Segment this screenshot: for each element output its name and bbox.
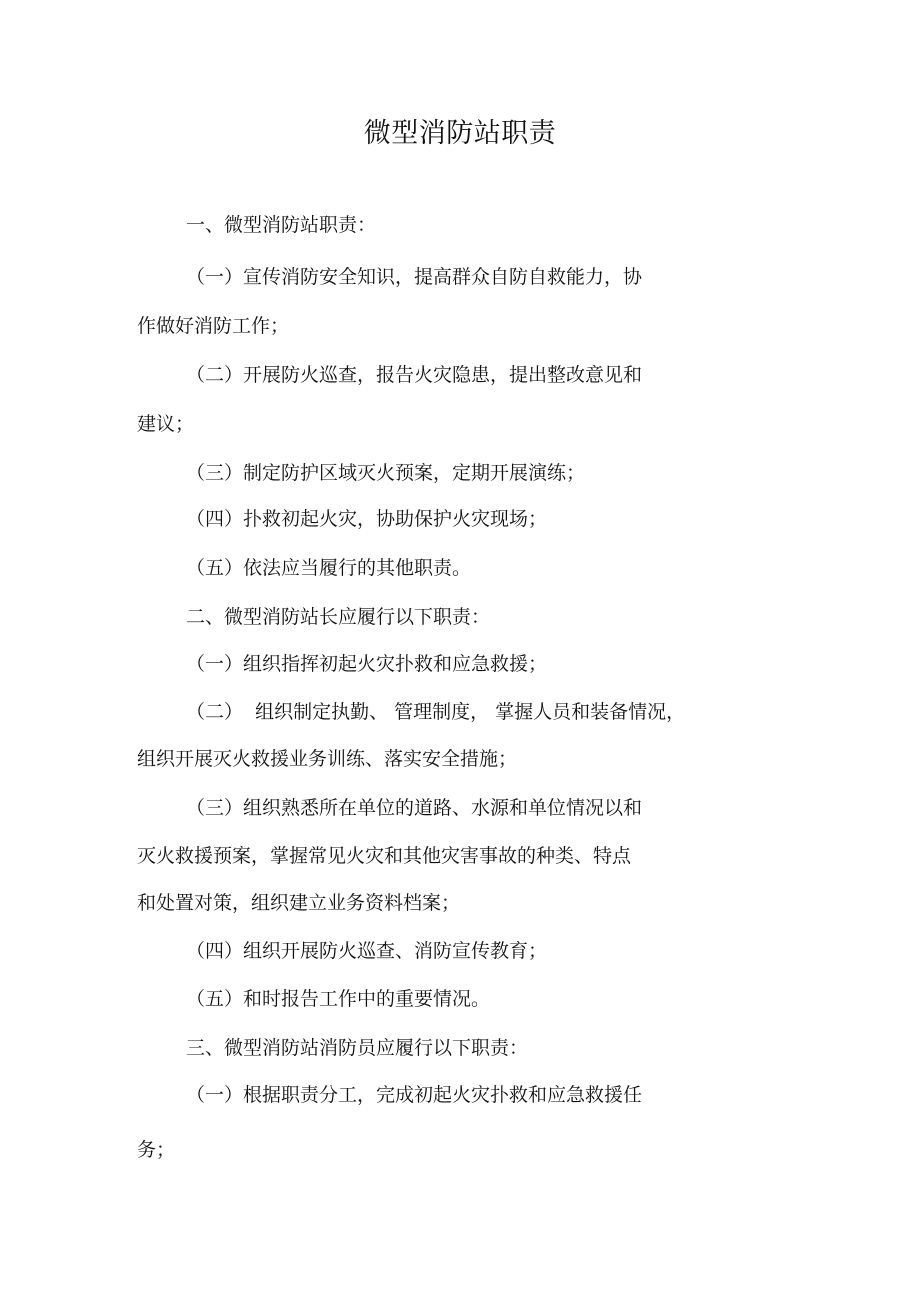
paragraph-line: （五）和时报告工作中的重要情况。: [186, 988, 491, 1010]
paragraph-line: 作做好消防工作；: [137, 315, 290, 337]
paragraph-line: 建议；: [137, 413, 195, 435]
paragraph-line: 组织开展灭火救援业务训练、落实安全措施；: [137, 748, 518, 770]
document-title: 微型消防站职责: [363, 118, 557, 149]
section-heading-2: 二、微型消防站长应履行以下职责：: [186, 606, 491, 628]
paragraph-line: （二）开展防火巡查，报告火灾隐患，提出整改意见和: [186, 364, 643, 386]
paragraph-line: （四）扑救初起火灾，协助保护火灾现场；: [186, 508, 548, 530]
paragraph-line: （一）宣传消防安全知识，提高群众自防自救能力，协: [186, 266, 643, 288]
paragraph-line: 和处置对策，组织建立业务资料档案；: [137, 892, 461, 914]
paragraph-line: 灭火救援预案，掌握常见火灾和其他灾害事故的种类、特点: [137, 845, 632, 867]
section-heading-3: 三、微型消防站消防员应履行以下职责：: [186, 1037, 529, 1059]
paragraph-line: （一）组织指挥初起火灾扑救和应急救援；: [186, 653, 548, 675]
paragraph-line: （三）组织熟悉所在单位的道路、水源和单位情况以和: [186, 797, 643, 819]
paragraph-line: （二） 组织制定执勤、 管理制度， 掌握人员和装备情况，: [186, 701, 686, 723]
paragraph-line: （四）组织开展防火巡查、消防宣传教育；: [186, 940, 548, 962]
paragraph-line: （三）制定防护区域灭火预案，定期开展演练；: [186, 462, 586, 484]
paragraph-line: （一）根据职责分工，完成初起火灾扑救和应急救援任: [186, 1084, 643, 1106]
section-heading-1: 一、微型消防站职责：: [186, 214, 377, 236]
paragraph-line: 务；: [137, 1139, 176, 1161]
paragraph-line: （五）依法应当履行的其他职责。: [186, 557, 472, 579]
